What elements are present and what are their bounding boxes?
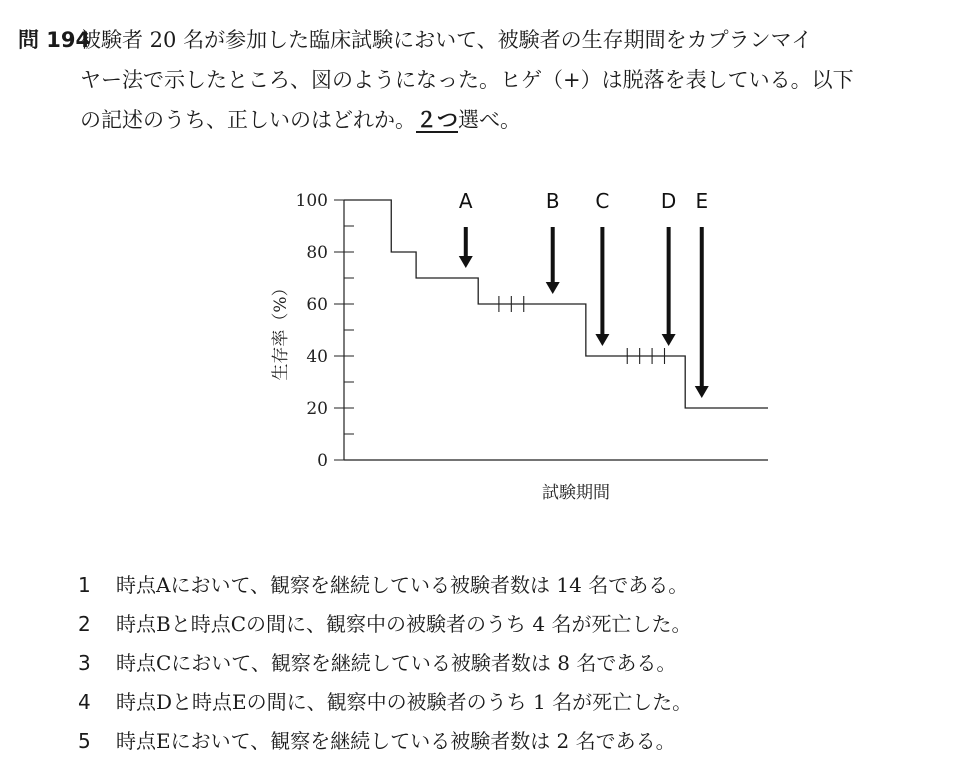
y-tick-label: 60 — [306, 295, 328, 315]
time-point-arrow-head — [595, 334, 609, 346]
option-5 — [78, 722, 692, 761]
time-point-label: E — [695, 189, 709, 213]
answer-options — [78, 566, 692, 761]
y-axis-label: 生存率（%） — [271, 279, 291, 381]
time-point-arrow-head — [695, 386, 709, 398]
km-chart — [260, 180, 800, 524]
option-number: 1 — [78, 573, 91, 597]
option-number: 4 — [78, 690, 91, 714]
y-tick-label: 100 — [295, 191, 328, 211]
question-text — [18, 20, 968, 140]
option-number: 2 — [78, 612, 91, 636]
time-point-label: B — [545, 189, 560, 213]
option-3 — [78, 644, 692, 683]
time-point-label: C — [595, 189, 610, 213]
option-text: 時点Eにおいて、観察を継続している被験者数は 2 名である。 — [116, 729, 676, 753]
option-text: 時点Aにおいて、観察を継続している被験者数は 14 名である。 — [116, 573, 689, 597]
x-axis-label: 試験期間 — [542, 483, 610, 503]
time-point-arrow-head — [662, 334, 676, 346]
option-number: 3 — [78, 651, 91, 675]
question-line-3-prefix: の記述のうち、正しいのはどれか。 — [80, 108, 416, 132]
option-4 — [78, 683, 692, 722]
y-tick-label: 80 — [306, 243, 328, 263]
km-chart-svg — [260, 180, 800, 520]
option-number: 5 — [78, 729, 91, 753]
question-line-3-suffix: 選べ。 — [458, 108, 521, 132]
time-point-arrow-head — [546, 282, 560, 294]
question-line-2: ヤー法で示したところ、図のようになった。ヒゲ（+）は脱落を表している。以下 — [80, 68, 854, 92]
option-text: 時点Cにおいて、観察を継続している被験者数は 8 名である。 — [116, 651, 677, 675]
question-line-1: 被験者 20 名が参加した臨床試験において、被験者の生存期間をカプランマイ — [80, 28, 813, 52]
option-text: 時点Dと時点Eの間に、観察中の被験者のうち 1 名が死亡した。 — [116, 690, 693, 714]
option-2 — [78, 605, 692, 644]
option-text: 時点Bと時点Cの間に、観察中の被験者のうち 4 名が死亡した。 — [116, 612, 692, 636]
question-block — [18, 20, 968, 140]
y-tick-label: 20 — [306, 399, 328, 419]
time-point-label: A — [458, 189, 473, 213]
time-point-arrow-head — [459, 256, 473, 268]
option-1 — [78, 566, 692, 605]
time-point-label: D — [660, 189, 677, 213]
y-tick-label: 0 — [317, 451, 328, 471]
y-tick-label: 40 — [306, 347, 328, 367]
question-number: 問 194 — [18, 28, 91, 52]
survival-curve — [344, 200, 768, 408]
question-emphasis: ２つ — [416, 107, 458, 132]
